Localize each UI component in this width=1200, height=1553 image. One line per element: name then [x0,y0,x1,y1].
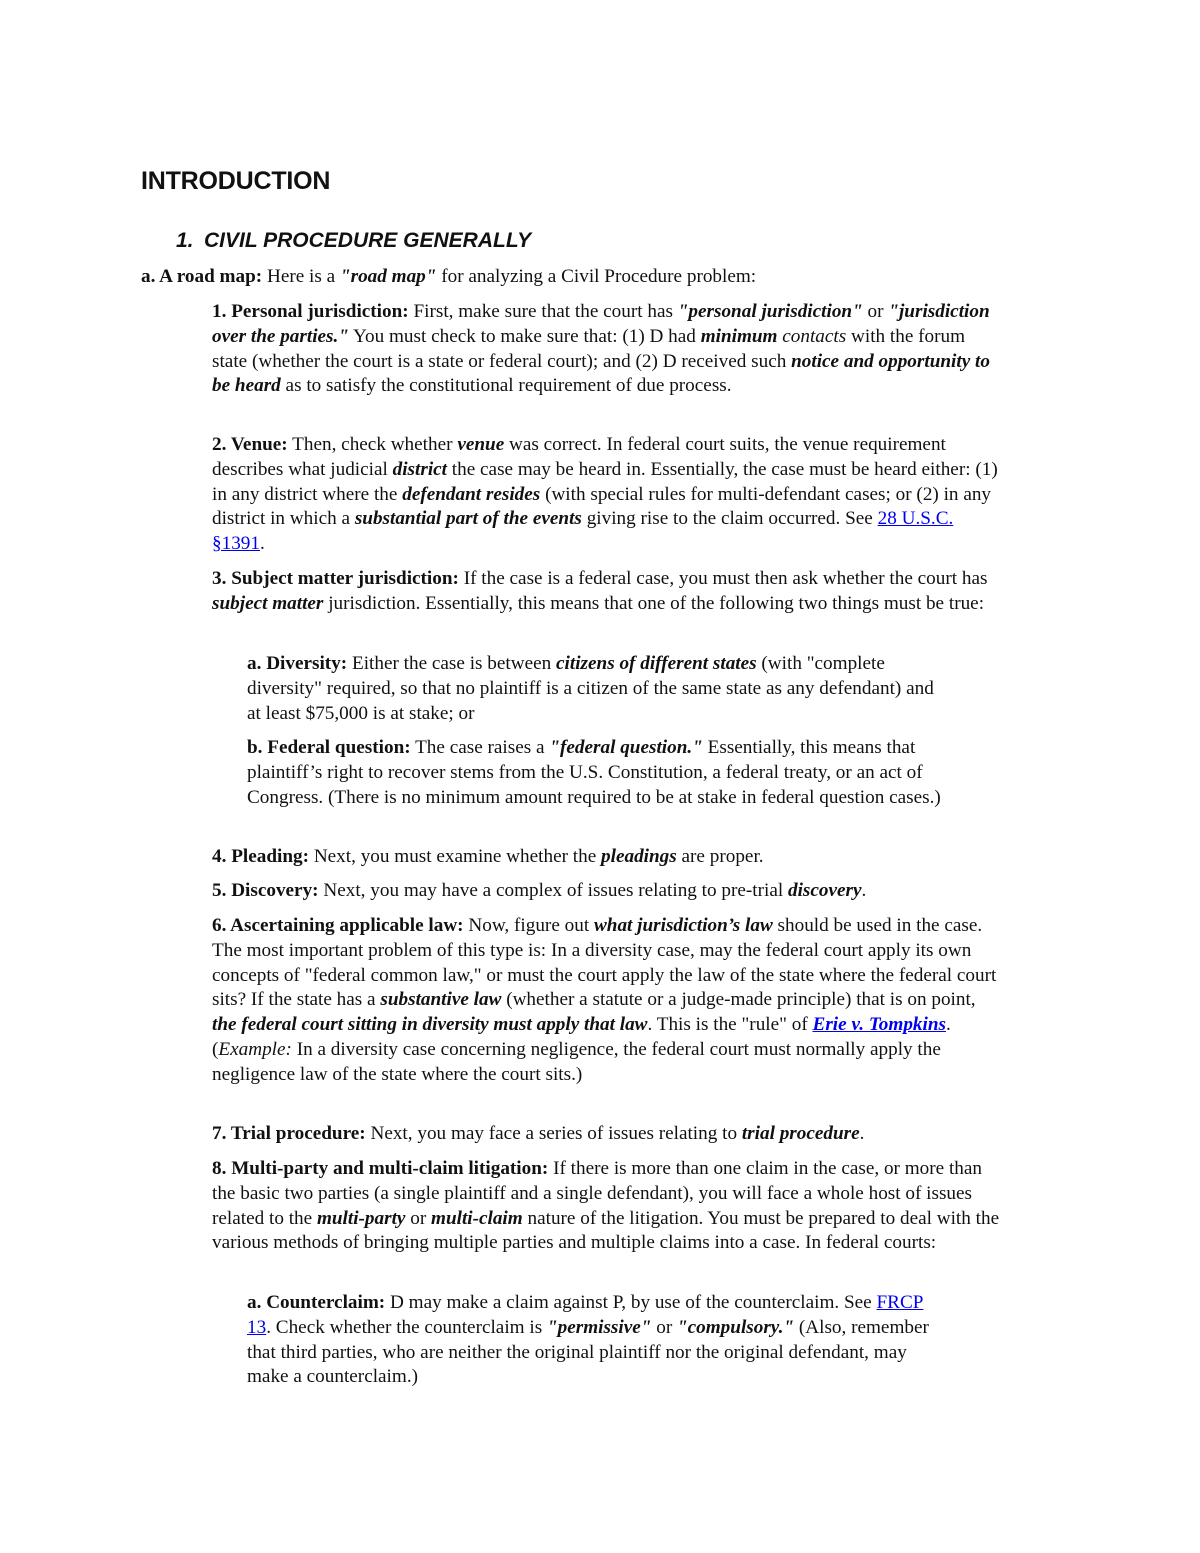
text: In a diversity case concerning negligence, the federal court must normally apply the negligence law of the state where the court sits.) [212,1038,941,1085]
text: or [862,301,889,322]
item-label: 3. Subject matter jurisdiction: [212,568,459,589]
text: with the forum state (whether the court is a state or federal court); and (2) D received such [212,325,966,372]
text: nature of the litigation. You must be prepared to deal with the various methods of bringing multiple parties and multiple claims into a case. In federal courts: [212,1207,1000,1254]
text: First, make sure that the court has [408,301,678,322]
item-trial-procedure [212,1122,1002,1147]
emphasis: substantive law [380,989,502,1011]
usc-1391-link[interactable]: 28 U.S.C. §1391 [212,508,954,555]
item-venue [212,433,1002,557]
item-multi-party [212,1157,1002,1256]
emphasis: minimum [700,325,778,347]
item-label: 1. Personal jurisdiction: [212,301,409,322]
emphasis: "road map" [339,266,437,287]
item-discovery [212,879,1002,904]
page-title: INTRODUCTION [141,167,331,195]
text: . This is the "rule" of [647,1014,813,1036]
emphasis: "federal question." [549,737,703,758]
section-heading [176,227,531,255]
text: Essentially, this means that plaintiff’s right to recover stems from the U.S. Constitution, a federal treaty, or an act of Congress. (There is no minimum amount required to be at stake in federal question cases.) [247,737,941,808]
text: . Check whether the counterclaim is [266,1316,547,1338]
text: for analyzing a Civil Procedure problem: [436,266,757,287]
text: Next, you may face a series of issues relating to [365,1123,742,1144]
text: (with "complete diversity" required, so that no plaintiff is a citizen of the same state as any defendant) and at least $75,000 is at stake; or [247,653,934,724]
subitem-counterclaim [247,1291,947,1390]
text: . [861,880,867,901]
roadmap-label: a. A road map: [141,266,263,287]
italic-text: Example: [218,1038,292,1060]
item-pleading [212,845,1002,870]
text: (with special rules for multi-defendant cases; or (2) in any district in which a [212,483,992,530]
emphasis: trial procedure [741,1123,860,1144]
text: Then, check whether [287,434,458,455]
frcp-13-link[interactable]: FRCP 13 [247,1292,924,1338]
item-label: 4. Pleading: [212,846,310,867]
text: If there is more than one claim in the case, or more than the basic two parties (a single plaintiff and a single defendant), you will face a whole host of issues related to the [212,1158,982,1229]
text: the case may be heard in. Essentially, the case must be heard either: (1) in any district where the [212,458,998,505]
text: (whether a statute or a judge-made principle) that is on point, [501,989,976,1011]
text: If the case is a federal case, you must then ask whether the court has [458,568,988,589]
emphasis: subject matter [212,592,324,614]
text: Here is a [262,266,340,287]
emphasis: citizens of different states [556,653,757,674]
emphasis: discovery [787,880,862,901]
item-label: 8. Multi-party and multi-claim litigation: [212,1158,549,1179]
italic-text: contacts [782,325,847,347]
emphasis: the federal court sitting in diversity must apply that law [212,1014,648,1036]
emphasis: defendant resides [402,483,541,505]
text: Now, figure out [463,915,594,936]
text: or [405,1207,432,1229]
text: as to satisfy the constitutional requirement of due process. [280,375,732,397]
item-label: 7. Trial procedure: [212,1123,366,1144]
section-number: 1. [176,229,194,252]
text: giving rise to the claim occurred. See [581,508,878,530]
subitem-federal-question [247,736,947,810]
text: should be used in the case. The most important problem of this type is: In a diversity case, may the federal court apply its own concepts of "federal common law," or must the court apply the law of the state where the federal court sits? If the state has a [212,915,997,1011]
text: or [651,1316,677,1338]
emphasis: "compulsory." [677,1316,795,1338]
emphasis: venue [457,434,505,455]
emphasis: district [392,458,447,480]
item-label: a. Counterclaim: [247,1292,386,1313]
item-label: a. Diversity: [247,653,348,674]
emphasis: "personal jurisdiction" [677,301,863,322]
item-applicable-law [212,914,1002,1088]
subitem-diversity [247,652,947,726]
erie-v-tompkins-link[interactable]: Erie v. Tompkins [812,1014,946,1036]
text: Either the case is between [347,653,557,674]
emphasis: pleadings [601,846,677,867]
text: . [259,533,265,555]
item-subject-matter-jurisdiction [212,567,1002,617]
text: . ( [212,1014,951,1060]
text: The case raises a [410,737,550,758]
roadmap-paragraph [141,265,1001,290]
item-label: 2. Venue: [212,434,288,455]
text: You must check to make sure that: (1) D had [348,325,701,347]
item-label: 5. Discovery: [212,880,319,901]
section-title: CIVIL PROCEDURE GENERALLY [204,229,532,252]
emphasis: substantial part of the events [354,508,582,530]
text: D may make a claim against P, by use of the counterclaim. See [385,1292,877,1313]
emphasis: what jurisdiction’s law [593,915,773,936]
item-label: b. Federal question: [247,737,411,758]
text: are proper. [676,846,764,867]
item-personal-jurisdiction [212,300,1002,399]
emphasis: "permissive" [546,1316,652,1338]
text: (Also, remember that third parties, who are neither the original plaintiff nor the original defendant, may make a counterclaim.) [247,1316,929,1388]
emphasis: notice and opportunity to be heard [212,350,990,397]
text: jurisdiction. Essentially, this means that one of the following two things must be true: [323,592,985,614]
item-label: 6. Ascertaining applicable law: [212,915,464,936]
text: Next, you must examine whether the [309,846,602,867]
text: was correct. In federal court suits, the venue requirement describes what judicial [212,434,946,480]
text: . [859,1123,865,1144]
text: Next, you may have a complex of issues relating to pre-trial [318,880,788,901]
emphasis: multi-claim [431,1207,523,1229]
emphasis: "jurisdiction over the parties." [212,301,990,347]
emphasis: multi-party [316,1207,406,1229]
